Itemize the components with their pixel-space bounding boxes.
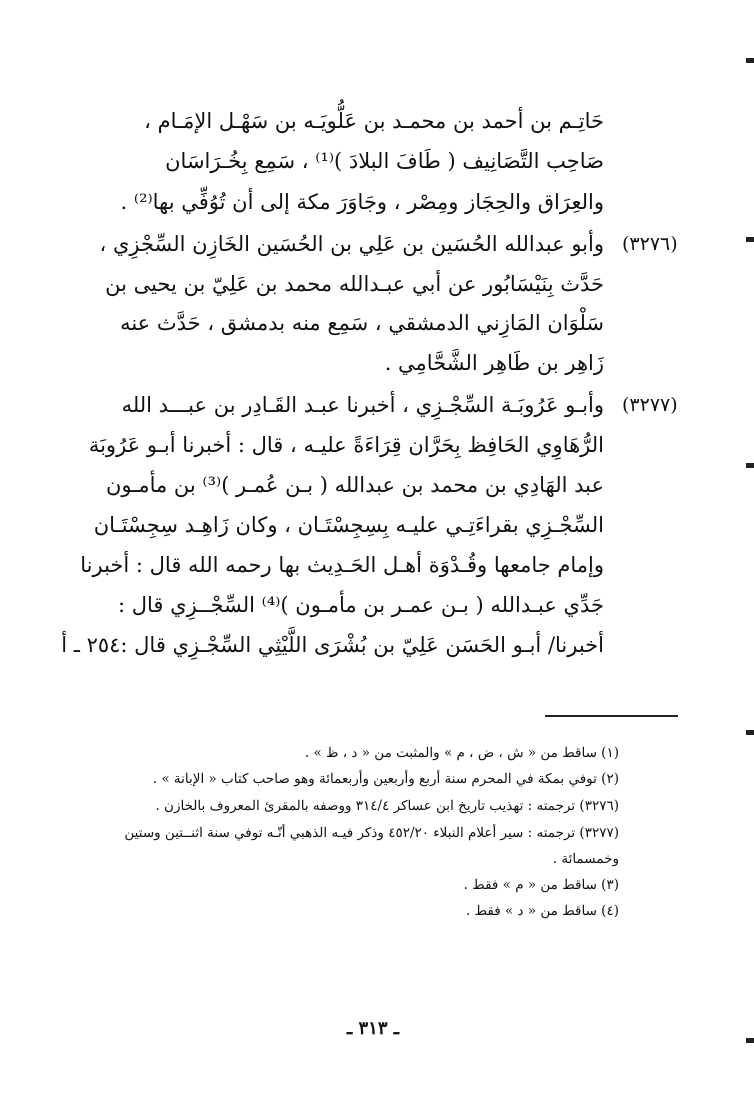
edge-mark xyxy=(746,1038,754,1043)
footnote-line: (٣٢٧٦) ترجمته : تهذيب تاريخ ابن عساكر ٣١٤/٤ ووصفه بالمقرئ المعروف بالخازن . xyxy=(155,798,619,814)
edge-mark xyxy=(746,58,754,63)
footnote-line: (٤) ساقط من « د » فقط . xyxy=(466,903,619,919)
text-line: وأبو عبدالله الحُسَين بن عَلِي بن الحُسَين الخَازِن السِّجْزِي ، xyxy=(99,232,604,256)
footnote-separator xyxy=(545,715,678,717)
text-line: السِّجْـزِي بقراءَتِـي عليـه بِسِجِسْتَـان ، وكان زَاهِـد سِجِسْتَـان xyxy=(93,513,604,537)
entry-number-3276: (٣٢٧٦) xyxy=(622,233,678,255)
edge-mark xyxy=(746,730,754,735)
text-line: والعِرَاق والحِجَاز ومِصْر ، وجَاوَرَ مكة إلى أن تُوُفِّي بها⁽²⁾ . xyxy=(120,190,604,214)
text-line: الرُّهَاوِي الحَافِظ بِحَرَّان قِرَاءَةً عليـه ، قال : أخبرنا أبـو عَرُوبَة xyxy=(88,433,604,457)
entry-number-3277: (٣٢٧٧) xyxy=(622,394,678,416)
text-line: سَلْوَان المَازِني الدمشقي ، سَمِع منه بدمشق ، حَدَّث عنه xyxy=(120,311,604,335)
text-line: صَاحِب التَّصَانِيف ( طَافَ البلادَ )⁽¹⁾ ، سَمِع بِخُـرَاسَان xyxy=(165,149,604,173)
footnote-line: وخمسمائة . xyxy=(552,851,619,867)
text-line: أخبرنا/ أبـو الحَسَن عَلِيّ بن بُشْرَى اللَّيْثِي السِّجْـزِي قال :٢٥٤ ـ أ xyxy=(61,633,604,657)
text-line: زَاهِر بن طَاهِر الشَّحَّامِي . xyxy=(384,351,604,375)
text-line: حَدَّث بِنَيْسَابُور عن أبي عبـدالله محمد بن عَلِيّ بن يحيى بن xyxy=(105,272,604,296)
text-line: وأبـو عَرُوبَـة السِّجْـزِي ، أخبرنا عبـد القَـادِر بن عبـــد الله xyxy=(121,393,604,417)
text-line: حَاتِـم بن أحمد بن محمـد بن عَلُّويَـه بن سَهْـل الإمَـام ، xyxy=(144,109,604,133)
text-line: جَدِّي عبـدالله ( بـن عمـر بن مأمـون )⁽⁴⁾ السِّجْــزِي قال : xyxy=(118,593,604,617)
page-number: ـ ٣١٣ ـ xyxy=(346,1018,400,1039)
edge-mark xyxy=(746,463,754,468)
footnote-line: (٣٢٧٧) ترجمته : سير أعلام النبلاء ٤٥٢/٢٠ وذكر فيـه الذهبي أنّـه توفي سنة اثنــتين وستين xyxy=(124,825,619,841)
text-line: وإمام جامعها وقُـدْوَة أهـل الحَـدِيث بها رحمه الله قال : أخبرنا xyxy=(80,553,604,577)
footnote-line: (١) ساقط من « ش ، ض ، م » والمثبت من « د ، ظ » . xyxy=(304,745,619,761)
footnote-line: (٢) توفي بمكة في المحرم سنة أربع وأربعين وأربعمائة وهو صاحب كتاب « الإبانة » . xyxy=(152,771,619,787)
footnote-line: (٣) ساقط من « م » فقط . xyxy=(463,877,619,893)
edge-mark xyxy=(746,237,754,242)
text-line: عبد الهَادِي بن محمد بن عبدالله ( بـن عُمـر )⁽³⁾ بن مأمـون xyxy=(105,473,604,497)
